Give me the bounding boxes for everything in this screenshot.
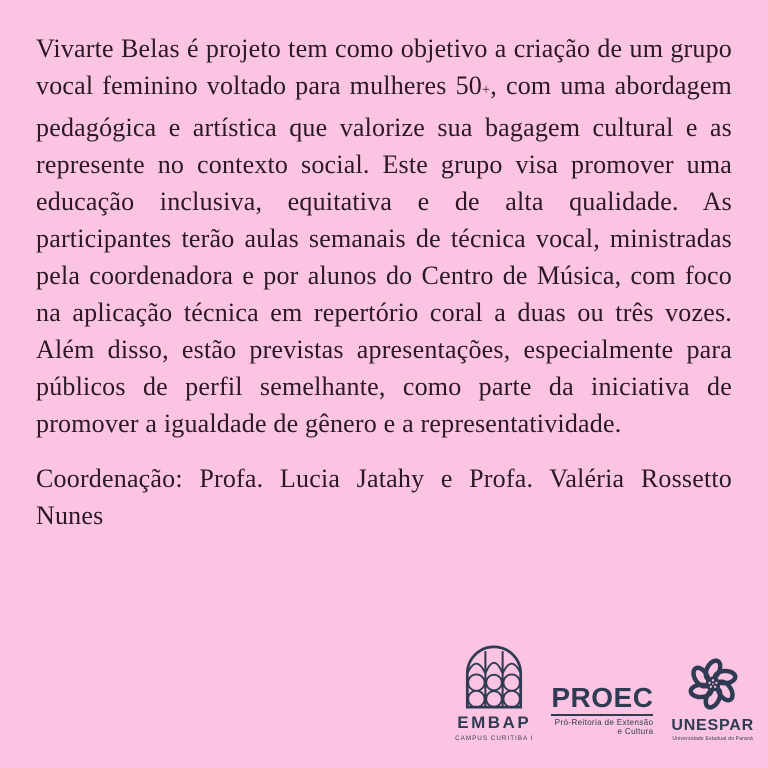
proec-logo [551,681,654,736]
unespar-flower-icon [682,653,744,715]
embap-name: EMBAP [457,713,532,732]
description-text-part1: Vivarte Belas é projeto tem como objetivo a criação de um grupo vocal feminino voltado para mulheres 50 [36,34,732,100]
proec-subtitle [551,718,653,736]
project-description [36,30,732,534]
proec-subtitle-line1: Pró-Reitoria de Extensão [554,717,654,727]
logo-row [455,644,754,742]
coordination-credits: Coordenação: Profa. Lucia Jatahy e Profa. Valéria Rossetto Nunes [36,464,732,530]
unespar-name: UNESPAR [671,717,754,734]
proec-name: PROEC [551,681,654,713]
embap-subtitle: CAMPUS CURITIBA I [455,735,534,742]
proec-divider [551,714,653,716]
embap-logo [455,644,533,742]
description-text-part2: , com uma abordagem pedagógica e artística que valorize sua bagagem cultural e as represente no contexto social. Este grupo visa promover uma educação inclusiva, equitativa e de alta qualidade. As participantes terão aulas semanais de técnica vocal, ministradas pela coordenadora e por alunos do Centro de Música, com foco na aplicação técnica em repertório coral a duas ou três vozes. Além disso, estão previstas apresentações, especialmente para públicos de perfil semelhante, como parte da iniciativa de promover a igualdade de gênero e a representatividade. [36,71,732,438]
unespar-logo [671,653,754,742]
proec-subtitle-line2: e Cultura [617,726,654,736]
embap-window-icon [463,644,525,710]
unespar-subtitle: Universidade Estadual do Paraná [672,736,754,742]
plus-sign: + [482,82,491,98]
